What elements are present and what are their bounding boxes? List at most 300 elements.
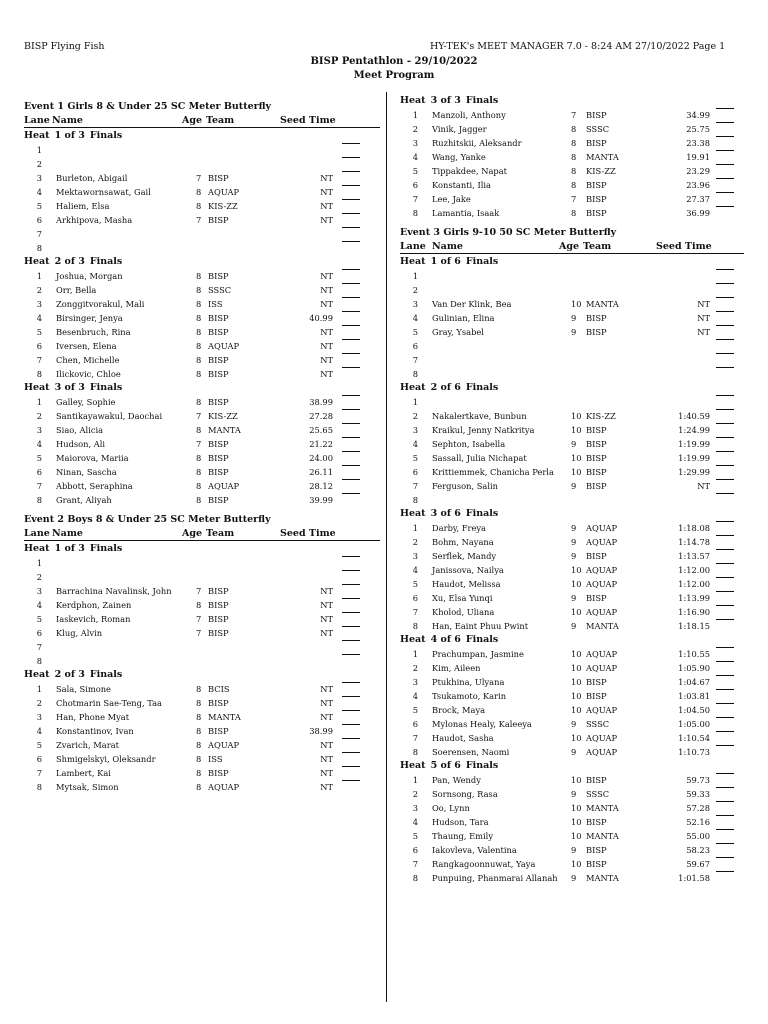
heat-number: 3 of 3 (430, 95, 461, 106)
swimmer-team: BISP (586, 425, 607, 435)
seed-time: 23.29 (686, 166, 710, 176)
final-time-blank (716, 339, 734, 340)
swimmer-age: 9 (571, 621, 577, 631)
entry-row (24, 283, 380, 297)
heat-header (24, 129, 380, 143)
lane-number: 5 (36, 614, 42, 624)
final-time-blank (342, 241, 360, 242)
entry-row (24, 269, 380, 283)
swimmer-name: Darby, Freya (432, 523, 487, 533)
swimmer-team: AQUAP (586, 523, 618, 533)
lane-number: 8 (36, 369, 42, 379)
swimmer-age: 8 (196, 299, 202, 309)
entry-row (24, 654, 380, 668)
swimmer-team: BISP (208, 173, 229, 183)
final-time-blank (716, 479, 734, 480)
final-time-blank (342, 752, 360, 753)
final-time-blank (716, 773, 734, 774)
heat-number: 3 of 3 (54, 382, 85, 393)
heat-header (400, 255, 744, 269)
seed-time: NT (320, 698, 333, 708)
final-time-blank (342, 157, 360, 158)
final-time-blank (342, 682, 360, 683)
lane-number: 6 (412, 467, 418, 477)
entry-row (24, 780, 380, 794)
swimmer-team: BISP (208, 586, 229, 596)
entry-row (400, 353, 744, 367)
entry-row (400, 843, 744, 857)
final-time-blank (342, 556, 360, 557)
lane-number: 7 (36, 229, 42, 239)
final-time-blank (342, 227, 360, 228)
final-time-blank (716, 164, 734, 165)
heat-number: 4 of 6 (430, 634, 461, 645)
entry-row (400, 787, 744, 801)
lane-number: 2 (36, 411, 42, 421)
swimmer-age: 10 (571, 607, 582, 617)
entry-row (400, 136, 744, 150)
entry-row (24, 465, 380, 479)
entry-row (400, 297, 744, 311)
entry-row (24, 171, 380, 185)
heat-label: Heat (400, 634, 426, 645)
final-time-blank (342, 451, 360, 452)
swimmer-age: 9 (571, 719, 577, 729)
swimmer-team: KIS-ZZ (586, 411, 616, 421)
col-age: Age (182, 528, 203, 539)
final-time-blank (342, 493, 360, 494)
lane-number: 8 (412, 873, 418, 883)
final-time-blank (716, 122, 734, 123)
swimmer-age: 8 (196, 313, 202, 323)
seed-time: NT (697, 313, 710, 323)
entry-row (24, 696, 380, 710)
lane-number: 3 (36, 712, 42, 722)
seed-time: 1:10.54 (678, 733, 710, 743)
swimmer-name: Sephton, Isabella (432, 439, 506, 449)
col-name: Name (52, 528, 83, 539)
heat-label: Heat (24, 256, 50, 267)
swimmer-team: AQUAP (208, 341, 240, 351)
swimmer-name: Ferguson, Salin (432, 481, 498, 491)
lane-number: 3 (412, 803, 418, 813)
final-time-blank (342, 199, 360, 200)
swimmer-age: 9 (571, 593, 577, 603)
swimmer-age: 8 (196, 341, 202, 351)
swimmer-age: 8 (196, 600, 202, 610)
entry-row (400, 325, 744, 339)
swimmer-age: 8 (196, 369, 202, 379)
final-time-blank (716, 787, 734, 788)
entry-row (400, 871, 744, 885)
swimmer-age: 7 (196, 439, 202, 449)
entry-row (400, 206, 744, 220)
final-time-blank (716, 535, 734, 536)
final-time-blank (716, 451, 734, 452)
lane-number: 6 (412, 180, 418, 190)
seed-time: 1:18.15 (678, 621, 710, 631)
swimmer-age: 9 (571, 313, 577, 323)
lane-number: 5 (412, 705, 418, 715)
final-time-blank (342, 780, 360, 781)
swimmer-team: BISP (208, 327, 229, 337)
final-time-blank (342, 738, 360, 739)
swimmer-age: 8 (196, 355, 202, 365)
entry-row (24, 556, 380, 570)
lane-number: 6 (36, 215, 42, 225)
col-lane: Lane (24, 115, 50, 126)
swimmer-name: Klug, Alvin (56, 628, 103, 638)
swimmer-name: Kim, Aileen (432, 663, 481, 673)
final-time-blank (342, 696, 360, 697)
entry-row (400, 661, 744, 675)
swimmer-age: 8 (571, 138, 577, 148)
entry-row (24, 752, 380, 766)
lane-number: 4 (36, 187, 42, 197)
lane-number: 7 (412, 607, 418, 617)
lane-number: 4 (412, 313, 418, 323)
swimmer-team: ISS (208, 299, 223, 309)
entry-row (400, 192, 744, 206)
seed-time: 59.67 (686, 859, 710, 869)
swimmer-name: Lambert, Kai (56, 768, 111, 778)
heat-label: Heat (24, 669, 50, 680)
swimmer-age: 8 (196, 495, 202, 505)
final-time-blank (716, 465, 734, 466)
swimmer-age: 7 (196, 411, 202, 421)
swimmer-age: 8 (196, 425, 202, 435)
seed-time: 23.96 (686, 180, 710, 190)
swimmer-team: AQUAP (586, 565, 618, 575)
heat-round: Finals (89, 256, 123, 267)
swimmer-team: MANTA (586, 299, 619, 309)
swimmer-name: Zvarich, Marat (56, 740, 119, 750)
swimmer-age: 10 (571, 579, 582, 589)
lane-number: 7 (36, 642, 42, 652)
seed-time: 24.00 (309, 453, 333, 463)
swimmer-age: 8 (196, 481, 202, 491)
swimmer-name: Han, Phone Myat (56, 712, 130, 722)
seed-time: NT (320, 586, 333, 596)
swimmer-age: 9 (571, 873, 577, 883)
swimmer-team: BISP (586, 180, 607, 190)
swimmer-name: Xu, Elsa Yunqi (432, 593, 493, 603)
lane-number: 5 (36, 327, 42, 337)
column-headers (24, 114, 380, 128)
final-time-blank (342, 185, 360, 186)
final-time-blank (716, 311, 734, 312)
swimmer-name: Tippakdee, Napat (432, 166, 507, 176)
swimmer-age: 7 (571, 110, 577, 120)
swimmer-team: MANTA (586, 152, 619, 162)
seed-time: 38.99 (309, 726, 333, 736)
swimmer-team: BISP (586, 817, 607, 827)
heat-label: Heat (400, 256, 426, 267)
col-name: Name (52, 115, 83, 126)
swimmer-team: KIS-ZZ (586, 166, 616, 176)
swimmer-team: SSSC (586, 719, 610, 729)
seed-time: NT (320, 299, 333, 309)
swimmer-team: BISP (586, 208, 607, 218)
swimmer-name: Zonggitvorakul, Mali (56, 299, 145, 309)
swimmer-name: Nakalertkave, Bunbun (432, 411, 527, 421)
seed-time: 1:05.00 (678, 719, 710, 729)
final-time-blank (716, 150, 734, 151)
lane-number: 3 (36, 586, 42, 596)
swimmer-name: Sornsong, Rasa (432, 789, 498, 799)
lane-number: 4 (412, 439, 418, 449)
final-time-blank (716, 689, 734, 690)
seed-time: 27.37 (686, 194, 710, 204)
lane-number: 2 (412, 411, 418, 421)
swimmer-name: Thaung, Emily (432, 831, 494, 841)
entry-row (400, 563, 744, 577)
swimmer-team: AQUAP (208, 481, 240, 491)
entry-row (24, 339, 380, 353)
entry-row (400, 122, 744, 136)
entry-row (400, 591, 744, 605)
heat-round: Finals (89, 382, 123, 393)
col-team: Team (206, 528, 235, 539)
swimmer-team: BISP (208, 453, 229, 463)
swimmer-name: Brock, Maya (432, 705, 486, 715)
lane-number: 5 (412, 166, 418, 176)
lane-number: 6 (36, 467, 42, 477)
final-time-blank (716, 703, 734, 704)
swimmer-team: BISP (208, 628, 229, 638)
col-seed: Seed Time (280, 115, 336, 126)
swimmer-age: 9 (571, 845, 577, 855)
lane-number: 2 (36, 572, 42, 582)
final-time-blank (342, 640, 360, 641)
seed-time: 1:03.81 (678, 691, 710, 701)
swimmer-name: Krittiemmek, Chanicha Perla (432, 467, 554, 477)
swimmer-team: AQUAP (586, 733, 618, 743)
seed-time: 1:12.00 (678, 579, 710, 589)
final-time-blank (342, 766, 360, 767)
seed-time: 19.91 (686, 152, 710, 162)
swimmer-team: AQUAP (586, 705, 618, 715)
seed-time: 59.33 (686, 789, 710, 799)
swimmer-age: 9 (571, 327, 577, 337)
seed-time: 1:14.78 (678, 537, 710, 547)
seed-time: NT (320, 684, 333, 694)
seed-time: NT (320, 341, 333, 351)
seed-time: NT (320, 369, 333, 379)
heat-header (24, 381, 380, 395)
swimmer-team: BISP (208, 600, 229, 610)
seed-time: 1:13.57 (678, 551, 710, 561)
final-time-blank (342, 654, 360, 655)
meet-subtitle: Meet Program (353, 70, 435, 81)
seed-time: NT (697, 327, 710, 337)
lane-number: 8 (412, 208, 418, 218)
heat-round: Finals (465, 508, 499, 519)
entry-row (400, 437, 744, 451)
swimmer-name: Besenbruch, Rina (56, 327, 131, 337)
entry-row (24, 493, 380, 507)
swimmer-name: Lee, Jake (432, 194, 471, 204)
heat-round: Finals (465, 95, 499, 106)
heat-number: 1 of 3 (54, 130, 85, 141)
swimmer-team: ISS (208, 754, 223, 764)
heat-header (24, 255, 380, 269)
entry-row (400, 283, 744, 297)
entry-row (24, 612, 380, 626)
entry-row (24, 640, 380, 654)
lane-number: 4 (412, 152, 418, 162)
swimmer-age: 7 (196, 173, 202, 183)
entry-row (24, 584, 380, 598)
final-time-blank (716, 591, 734, 592)
swimmer-age: 10 (571, 663, 582, 673)
heat-label: Heat (400, 382, 426, 393)
final-time-blank (342, 353, 360, 354)
entry-row (24, 199, 380, 213)
seed-time: 25.65 (309, 425, 333, 435)
entry-row (24, 409, 380, 423)
heat-round: Finals (465, 634, 499, 645)
swimmer-age: 8 (196, 187, 202, 197)
event-title: Event 3 Girls 9-10 50 SC Meter Butterfly (400, 227, 617, 238)
swimmer-team: BISP (208, 397, 229, 407)
final-time-blank (716, 647, 734, 648)
swimmer-age: 9 (571, 439, 577, 449)
swimmer-name: Birsinger, Jenya (56, 313, 123, 323)
swimmer-name: Hudson, Tara (432, 817, 489, 827)
club-name: BISP Flying Fish (24, 41, 105, 52)
swimmer-team: BISP (208, 614, 229, 624)
col-name: Name (432, 241, 463, 252)
heat-number: 2 of 3 (54, 256, 85, 267)
swimmer-age: 8 (571, 208, 577, 218)
final-time-blank (716, 745, 734, 746)
swimmer-name: Kholod, Uliana (432, 607, 495, 617)
swimmer-age: 7 (196, 614, 202, 624)
swimmer-age: 8 (196, 768, 202, 778)
swimmer-age: 8 (196, 453, 202, 463)
swimmer-name: Mylonas Healy, Kaleeya (432, 719, 532, 729)
swimmer-team: BISP (208, 355, 229, 365)
swimmer-name: Sala, Simone (56, 684, 111, 694)
final-time-blank (342, 269, 360, 270)
swimmer-name: Iaskevich, Roman (56, 614, 131, 624)
swimmer-name: Serflek, Mandy (432, 551, 497, 561)
lane-number: 2 (36, 285, 42, 295)
swimmer-team: BISP (586, 481, 607, 491)
entry-row (400, 493, 744, 507)
swimmer-name: Grant, Aliyah (56, 495, 112, 505)
entry-row (400, 367, 744, 381)
final-time-blank (342, 437, 360, 438)
seed-time: 1:19.99 (678, 453, 710, 463)
final-time-blank (716, 108, 734, 109)
lane-number: 8 (36, 495, 42, 505)
lane-number: 5 (412, 831, 418, 841)
lane-number: 1 (412, 775, 418, 785)
lane-number: 6 (36, 754, 42, 764)
lane-number: 6 (412, 593, 418, 603)
swimmer-name: Tsukamoto, Karin (432, 691, 507, 701)
swimmer-age: 8 (196, 467, 202, 477)
swimmer-name: Han, Eaint Phuu Pwint (432, 621, 529, 631)
swimmer-team: MANTA (586, 621, 619, 631)
heat-header (24, 668, 380, 682)
seed-time: NT (320, 740, 333, 750)
lane-number: 7 (412, 733, 418, 743)
swimmer-name: Ptukhina, Ulyana (432, 677, 505, 687)
entry-row (400, 395, 744, 409)
swimmer-team: BISP (208, 369, 229, 379)
final-time-blank (342, 626, 360, 627)
swimmer-age: 8 (196, 327, 202, 337)
heat-header (400, 633, 744, 647)
swimmer-name: Konstanti, Ilia (432, 180, 491, 190)
swimmer-age: 9 (571, 481, 577, 491)
final-time-blank (716, 297, 734, 298)
swimmer-name: Kerdphon, Zainen (56, 600, 132, 610)
final-time-blank (716, 857, 734, 858)
seed-time: 1:04.67 (678, 677, 710, 687)
lane-number: 8 (412, 747, 418, 757)
lane-number: 2 (412, 663, 418, 673)
column-headers (400, 240, 744, 254)
entry-row (400, 108, 744, 122)
final-time-blank (716, 178, 734, 179)
lane-number: 5 (412, 327, 418, 337)
swimmer-team: BISP (586, 677, 607, 687)
final-time-blank (716, 549, 734, 550)
swimmer-team: AQUAP (586, 747, 618, 757)
swimmer-age: 7 (571, 194, 577, 204)
swimmer-age: 10 (571, 831, 582, 841)
lane-number: 7 (412, 355, 418, 365)
heat-header (400, 507, 744, 521)
lane-number: 8 (36, 243, 42, 253)
swimmer-age: 8 (196, 201, 202, 211)
col-seed: Seed Time (280, 528, 336, 539)
swimmer-name: Maiorova, Mariia (56, 453, 129, 463)
final-time-blank (716, 815, 734, 816)
entry-row (24, 724, 380, 738)
seed-time: 1:04.50 (678, 705, 710, 715)
seed-time: NT (320, 355, 333, 365)
lane-number: 1 (36, 145, 42, 155)
swimmer-name: Burleton, Abigail (56, 173, 128, 183)
final-time-blank (716, 717, 734, 718)
lane-number: 1 (412, 271, 418, 281)
swimmer-name: Siao, Alicia (56, 425, 104, 435)
swimmer-team: BISP (208, 768, 229, 778)
lane-number: 1 (412, 523, 418, 533)
lane-number: 6 (412, 719, 418, 729)
seed-time: NT (320, 754, 333, 764)
entry-row (400, 549, 744, 563)
swimmer-team: BISP (586, 110, 607, 120)
entry-row (400, 339, 744, 353)
entry-row (400, 829, 744, 843)
lane-number: 3 (412, 138, 418, 148)
swimmer-team: BISP (586, 593, 607, 603)
swimmer-age: 10 (571, 453, 582, 463)
swimmer-age: 10 (571, 299, 582, 309)
swimmer-team: KIS-ZZ (208, 411, 238, 421)
col-lane: Lane (24, 528, 50, 539)
lane-number: 6 (36, 341, 42, 351)
swimmer-team: BISP (586, 691, 607, 701)
entry-row (24, 297, 380, 311)
final-time-blank (342, 367, 360, 368)
